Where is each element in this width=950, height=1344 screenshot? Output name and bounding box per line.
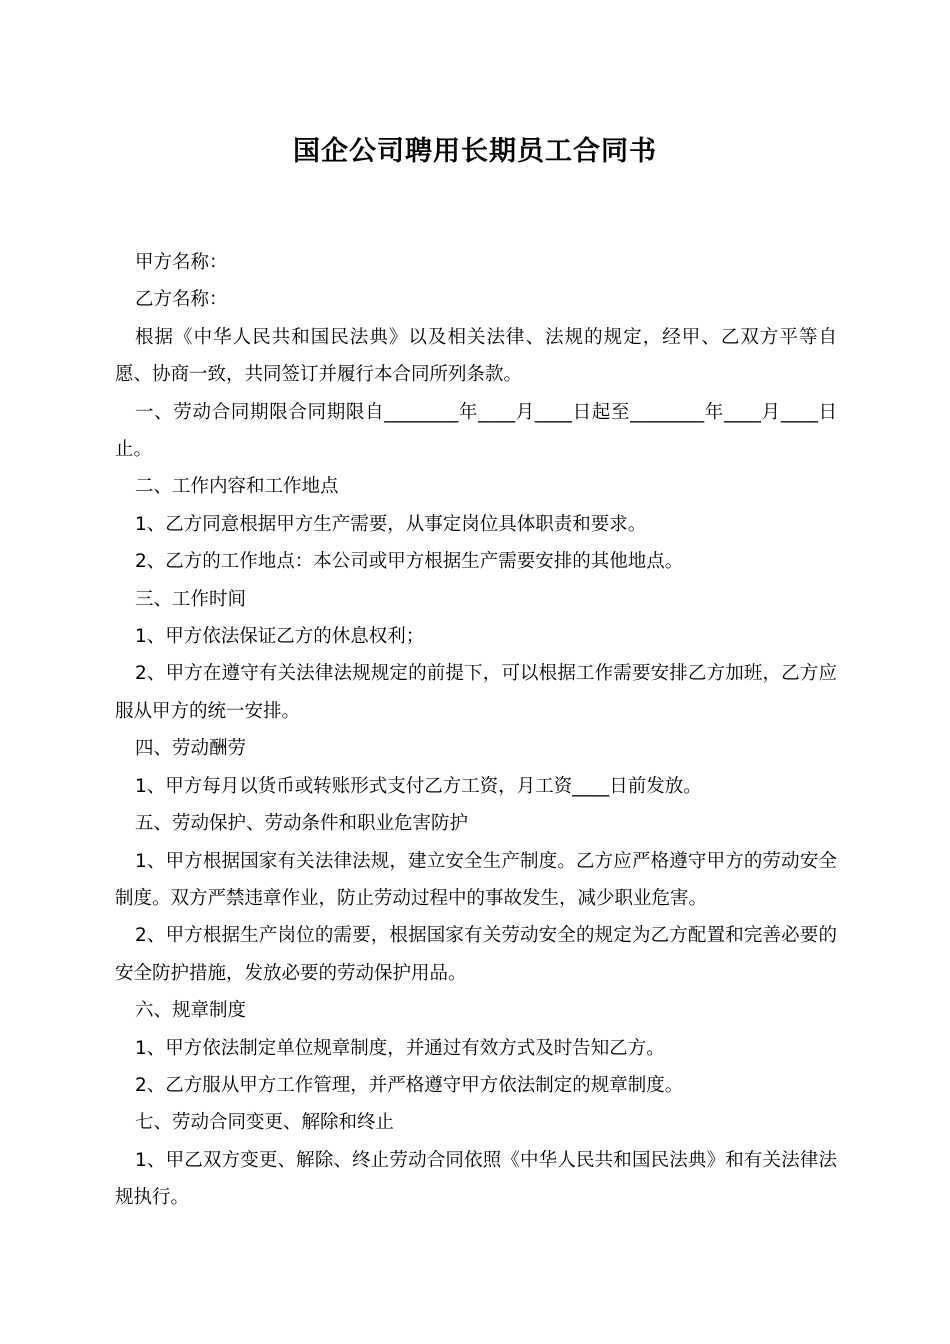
clause-6-2: 2、乙方服从甲方工作管理，并严格遵守甲方依法制定的规章制度。 <box>135 1074 684 1096</box>
section-2-heading: 二、工作内容和工作地点 <box>135 476 339 498</box>
section-4-heading: 四、劳动酬劳 <box>135 738 247 760</box>
party-b-name: 乙方名称： <box>135 289 228 311</box>
clause-2-1: 1、乙方同意根据甲方生产需要，从事定岗位具体职责和要求。 <box>135 513 647 535</box>
clause-3-1: 1、甲方依法保证乙方的休息权利； <box>135 626 425 648</box>
clause-7-1: 1、甲乙双方变更、解除、终止劳动合同依照《中华人民共和国民法典》和有关法律法规执行。 <box>115 1149 837 1209</box>
document-title: 国企公司聘用长期员工合同书 <box>293 136 657 167</box>
section-1-contract-term: 一、劳动合同期限合同期限自________年____月____日起至________年____月____日止。 <box>115 401 837 461</box>
clause-5-2: 2、甲方根据生产岗位的需要，根据国家有关劳动安全的规定为乙方配置和完善必要的安全防护措施，发放必要的劳动保护用品。 <box>115 925 837 984</box>
preamble-paragraph: 根据《中华人民共和国民法典》以及相关法律、法规的规定，经甲、乙双方平等自愿、协商一致，共同签订并履行本合同所列条款。 <box>115 326 837 386</box>
section-7-heading: 七、劳动合同变更、解除和终止 <box>135 1112 395 1134</box>
clause-4-1: 1、甲方每月以货币或转账形式支付乙方工资，月工资____日前发放。 <box>135 775 702 797</box>
clause-6-1: 1、甲方依法制定单位规章制度，并通过有效方式及时告知乙方。 <box>135 1037 665 1059</box>
document-body <box>115 244 837 1217</box>
section-3-heading: 三、工作时间 <box>135 588 247 610</box>
clause-2-2: 2、乙方的工作地点：本公司或甲方根据生产需要安排的其他地点。 <box>135 551 684 573</box>
clause-5-1: 1、甲方根据国家有关法律法规，建立安全生产制度。乙方应严格遵守甲方的劳动安全制度。双方严禁违章作业，防止劳动过程中的事故发生，减少职业危害。 <box>115 850 837 909</box>
party-a-name: 甲方名称： <box>135 252 228 273</box>
section-5-heading: 五、劳动保护、劳动条件和职业危害防护 <box>135 813 469 835</box>
clause-3-2: 2、甲方在遵守有关法律法规规定的前提下，可以根据工作需要安排乙方加班，乙方应服从甲方的统一安排。 <box>115 663 837 722</box>
section-6-heading: 六、规章制度 <box>135 1000 247 1022</box>
